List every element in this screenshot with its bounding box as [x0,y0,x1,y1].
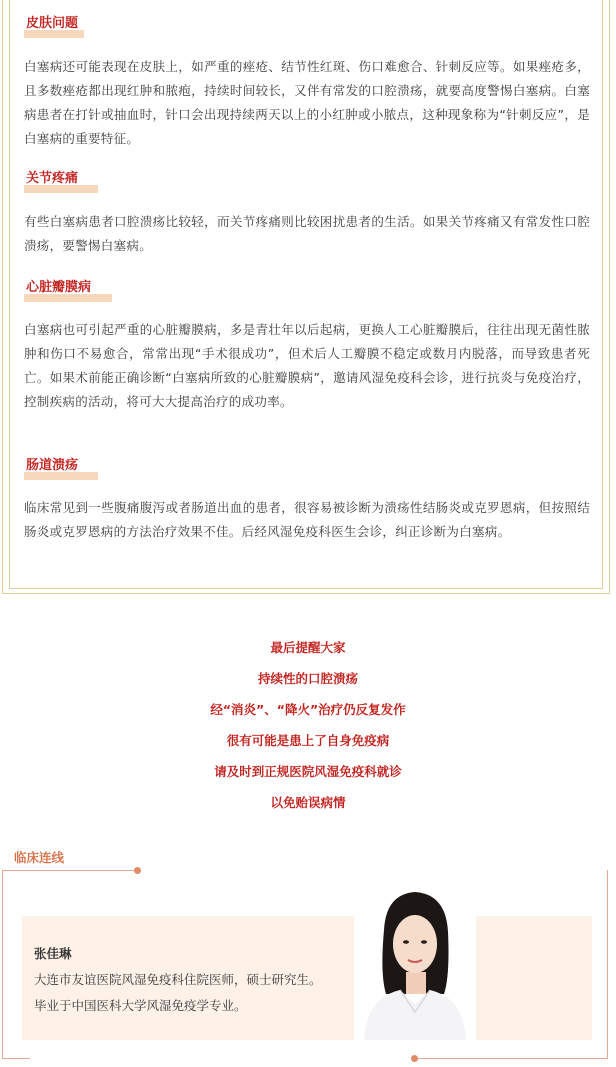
reminder-line: 持续性的口腔溃疡 [257,671,358,686]
section-paragraph: 临床常见到一些腹痛腹泻或者肠道出血的患者，很容易被诊断为溃疡性结肠炎或克罗恩病，但按照结肠炎或克罗恩病的方法治疗效果不佳。后经风湿免疫科医生会诊，纠正诊断为白塞病。 [24,500,590,539]
section-paragraph: 白塞病也可引起严重的心脏瓣膜病，多是青壮年以后起病，更换人工心脏瓣膜后，往往出现无菌性脓肿和伤口不易愈合，常常出现“手术很成功”，但术后人工瓣膜不稳定或数月内脱落，而导致患者死亡。如果术前能正确诊断“白塞病所致的心脏瓣膜病”，邀请风湿免疫科会诊，进行抗炎与免疫治疗，控制疾病的活动，将可大大提高治疗的成功率。 [24,322,590,409]
reminder-line: 经“消炎”、“降火”治疗仍反复发作 [210,702,406,717]
section-heart [24,276,590,297]
reminder-line: 最后提醒大家 [270,640,346,655]
divider [2,1058,30,1059]
section-heading: 心脏瓣膜病 [24,279,93,297]
divider [2,870,3,1058]
divider-dot [411,1055,418,1062]
section-heading: 皮肤问题 [24,15,80,33]
reminder-line: 请及时到正规医院风湿免疫科就诊 [214,764,402,779]
section-intestine [24,454,590,475]
reminder-line: 很有可能是患上了自身免疫病 [226,733,390,748]
reminder-line: 以免贻误病情 [270,795,346,810]
divider [2,870,136,871]
doctor-education: 毕业于中国医科大学风湿免疫学专业。 [34,998,247,1013]
section-heading: 关节疼痛 [24,170,80,188]
section-paragraph: 白塞病还可能表现在皮肤上，如严重的痤疮、结节性红斑、伤口难愈合、针刺反应等。如果痤疮多，且多数痤疮都出现红肿和脓疱，持续时间较长，又伴有常发的口腔溃疡，就要高度警惕白塞病。白塞病患者在打针或抽血时，针口会出现持续两天以上的小红肿或小脓点，这种现象称为“针刺反应”，是白塞病的重要特征。 [24,59,590,146]
divider [414,1058,608,1059]
doctor-title: 大连市友谊医院风湿免疫科住院医师，硕士研究生。 [34,972,322,987]
doctor-portrait-image [356,886,474,1040]
section-skin [24,12,590,33]
doctor-card-accent [476,916,592,1040]
divider [607,870,608,1058]
clinic-title: 临床连线 [14,850,65,865]
section-paragraph: 有些白塞病患者口腔溃疡比较轻，而关节疼痛则比较困扰患者的生活。如果关节疼痛又有常发性口腔溃疡，要警惕白塞病。 [24,214,590,253]
doctor-name: 张佳琳 [34,946,72,961]
section-heading: 肠道溃疡 [24,457,80,475]
doctor-photo [356,886,474,1040]
divider-dot [134,867,141,874]
section-joint [24,167,590,188]
